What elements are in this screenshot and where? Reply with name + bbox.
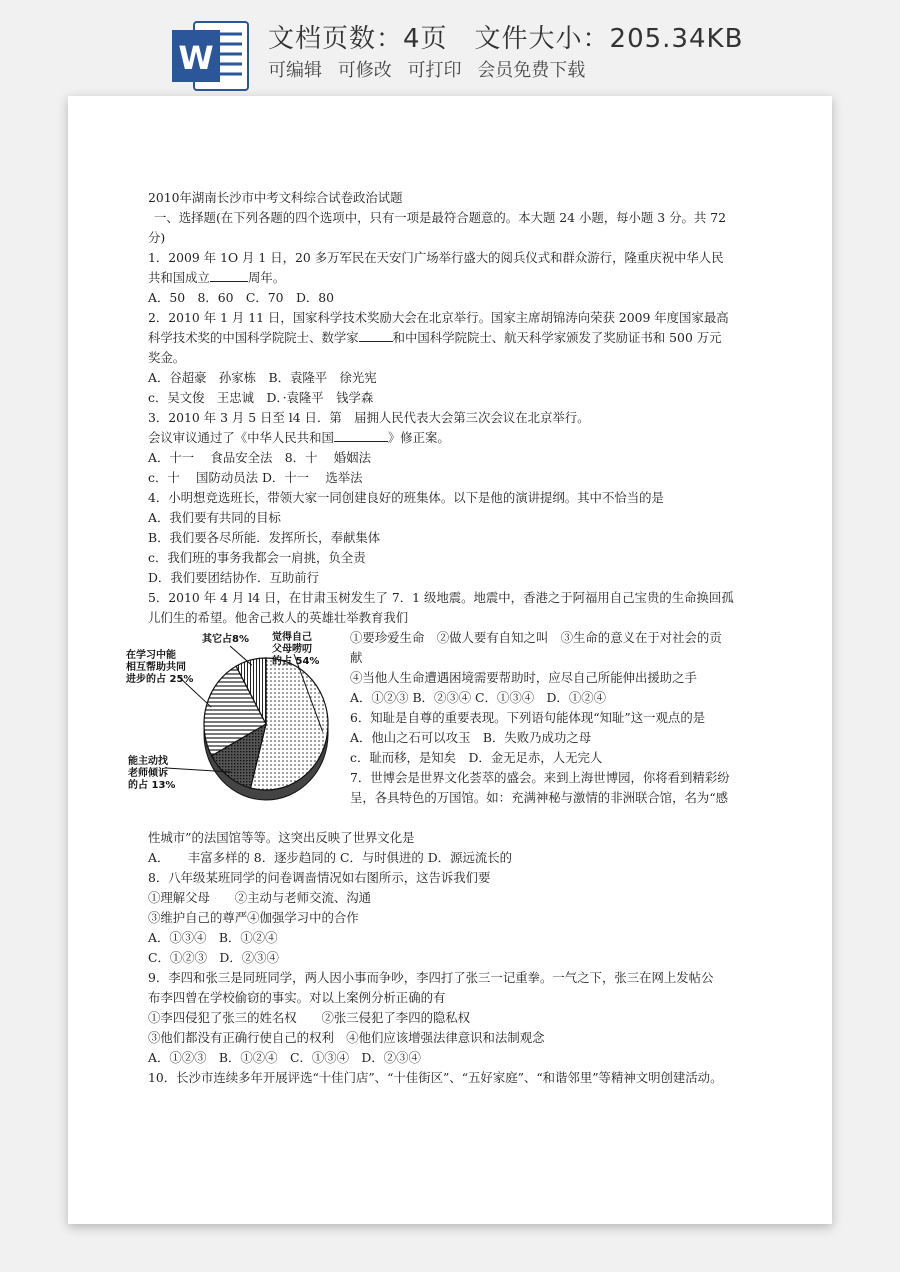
q9-choices-1: ①李四侵犯了张三的姓名权 ②张三侵犯了李四的隐私权 [148, 1010, 471, 1025]
q7-options: A． 丰富多样的 8．逐步趋同的 C．与时俱进的 D．源远流长的 [148, 850, 513, 865]
q3-stem: 3．2010 年 3 月 5 日至 l4 日．第 届拥人民代表大会第三次会议在北京举行。 [148, 410, 590, 425]
q8-choices-2: ③维护自己的尊严④伽强学习中的合作 [148, 910, 359, 925]
q4-option-b: B．我们要各尽所能．发挥所长，奉献集体 [148, 530, 381, 545]
pie-slices [204, 658, 328, 790]
doc-title: 2010年湖南长沙市中考文科综合试卷政治试题 [148, 190, 403, 205]
feature-member-download[interactable]: 会员免费下载 [477, 60, 586, 81]
q5-choices-2: ④当他人生命遭遇困境需要帮助时，应尽自己所能伸出援助之手 [350, 670, 697, 685]
q5-options: A．①②③ B．②③④ C．①③④ D．①②④ [350, 690, 606, 705]
q2-stem-cont: 科学技术奖的中国科学院院士、数学家 和中国科学院院士、航天科学家颁发了奖励证书和 500 万元 [148, 330, 722, 345]
q4-stem: 4．小明想竞选班长，带领大家一同创建良好的班集体。以下是他的演讲提纲。其中不恰当的是 [148, 490, 664, 505]
q9-choices-2: ③他们都没有正确行使自己的权利 ④他们应该增强法律意识和法制观念 [148, 1030, 545, 1045]
download-banner [0, 0, 900, 100]
q5-stem-cont: 儿们生的希望。他舍己救人的英雄壮举教育我们 [148, 610, 409, 625]
feature-printable: 可打印 [407, 60, 462, 81]
word-document-icon [172, 20, 250, 92]
document-body [126, 188, 758, 1088]
q3-options-1: A．十一 食品安全法 8．十 婚姻法 [148, 450, 371, 465]
document-page [68, 96, 832, 1224]
q5-choices-1: ①要珍爱生命 ②做人要有自知之叫 ③生命的意义在于对社会的贡 [350, 630, 722, 645]
pie-side-text [350, 628, 758, 808]
q7-stem-cont: 呈，各具特色的万国馆。如：充满神秘与激情的非洲联合馆，名为“感 [350, 790, 729, 805]
pie-label-study: 在学习中能 相互帮助共同 进步的占 25% [126, 650, 194, 685]
q6-options-2: c．耻而移，是知矣 D．金无足赤，人无完人 [350, 750, 603, 765]
q4-option-c: c．我们班的事务我都会一肩挑，负全责 [148, 550, 366, 565]
q1-stem: 1．2009 年 1O 月 1 日，20 多万军民在天安门广场举行盛大的阅兵仪式和群众游行，隆重庆祝中华人民 [148, 250, 724, 265]
q6-options-1: A．他山之石可以攻玉 B．失败乃成功之母 [350, 730, 592, 745]
q5-stem: 5．2010 年 4 月 l4 日，在甘肃玉树发生了 7．1 级地震。地震中，香港之于阿福用自己宝贵的生命换回孤 [148, 590, 734, 605]
q4-option-d: D．我们要团结协作．互助前行 [148, 570, 320, 585]
file-info-title: 文档页数：4页 文件大小：205.34KB [268, 24, 744, 54]
pie-label-other: 其它占8% [202, 634, 249, 645]
feature-modifiable: 可修改 [337, 60, 392, 81]
blank-line [359, 329, 393, 342]
q7-stem-end: 性城市”的法国馆等等。这突出反映了世界文化是 [148, 830, 415, 845]
q1-stem-cont: 共和国成立 周年。 [148, 270, 286, 285]
q2-stem-end: 奖金。 [148, 350, 186, 365]
pie-label-parents: 觉得自己 父母唠叨 的占 54% [272, 632, 320, 667]
q10-stem: 10．长沙市连续多年开展评选“十佳门店”、“十佳街区”、“五好家庭”、“和谐邻里”等精神文明创建活动。 [148, 1070, 723, 1085]
q8-choices-1: ①理解父母 ②主动与老师交流、沟通 [148, 890, 372, 905]
q3-options-2: c．十 国防动员法 D．十一 选举法 [148, 470, 363, 485]
pie-leader-line [230, 646, 252, 665]
pie-section [126, 628, 758, 828]
section-heading: 一、选择题(在下列各题的四个选项中，只有一项是最符合题意的。本大题 24 小题，每小题 3 分。共 72 [154, 210, 726, 225]
q5-choices-1-cont: 献 [350, 650, 363, 665]
q6-stem: 6．知耻是自尊的重要表现。下列语句能体现“知耻”这一观点的是 [350, 710, 706, 725]
q9-stem: 9．李四和张三是同班同学，两人因小事而争吵，李四打了张三一记重拳。一气之下，张三在网上发帖公 [148, 970, 714, 985]
q2-stem: 2．2010 年 1 月 11 日，国家科学技术奖励大会在北京举行。国家主席胡锦涛向荣获 2009 年度国家最高 [148, 310, 729, 325]
file-features [268, 56, 595, 82]
q3-stem-cont: 会议审议通过了《中华人民共和国 》修正案。 [148, 430, 450, 445]
q1-options: A．50 8．60 C．70 D．80 [148, 290, 335, 305]
q8-options-1: A．①③④ B．①②④ [148, 930, 278, 945]
blank-line [210, 269, 248, 282]
q2-options-2: c．吴文俊 王忠诚 D．·袁隆平 钱学森 [148, 390, 374, 405]
q9-stem-cont: 布李四曾在学校偷窃的事实。对以上案例分析正确的有 [148, 990, 446, 1005]
section-heading-cont: 分) [148, 230, 166, 245]
blank-line [334, 429, 388, 442]
q9-options: A．①②③ B．①②④ C．①③④ D．②③④ [148, 1050, 421, 1065]
feature-editable: 可编辑 [268, 60, 322, 81]
q7-stem: 7．世博会是世界文化荟萃的盛会。来到上海世博园，你将看到精彩纷 [350, 770, 730, 785]
word-icon-letter: W [178, 39, 214, 77]
q4-option-a: A．我们要有共同的目标 [148, 510, 281, 525]
q2-options-1: A．谷超豪 孙家栋 B．袁隆平 徐光宪 [148, 370, 377, 385]
survey-pie-chart [126, 628, 336, 828]
q8-stem: 8．八年级某班同学的问卷调啬情况如右图所示，这告诉我们要 [148, 870, 491, 885]
q8-options-2: C．①②③ D．②③④ [148, 950, 279, 965]
pie-label-teacher: 能主动找 老师倾诉 的占 13% [128, 756, 176, 791]
